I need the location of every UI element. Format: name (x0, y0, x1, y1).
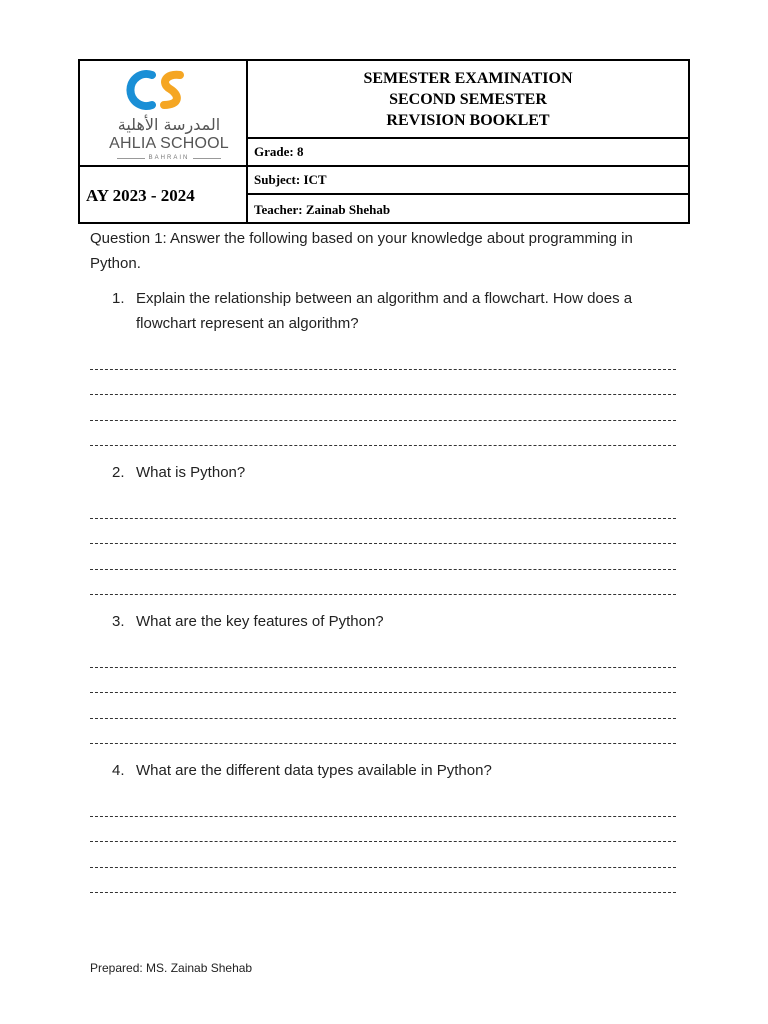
grade-field: Grade: 8 (248, 139, 688, 167)
answer-line[interactable] (90, 421, 676, 447)
answer-line[interactable] (90, 668, 676, 694)
answer-line[interactable] (90, 370, 676, 396)
logo-cell (80, 61, 248, 167)
answer-line[interactable] (90, 817, 676, 843)
question-section (90, 226, 680, 907)
question-block (90, 758, 680, 893)
question-text: What is Python? (136, 464, 246, 481)
answer-line[interactable] (90, 344, 676, 370)
answer-line[interactable] (90, 570, 676, 596)
academic-year: AY 2023 - 2024 (80, 167, 248, 224)
school-name-arabic: المدرسة الأهلية (117, 115, 221, 134)
title-line-3: REVISION BOOKLET (386, 111, 550, 129)
question-text: Explain the relationship between an algorithm and a flowchart. How does a flowchart represent an algorithm? (136, 290, 633, 332)
question-block (90, 286, 680, 446)
answer-line[interactable] (90, 395, 676, 421)
question-item (112, 286, 680, 336)
question-block (90, 609, 680, 744)
title-line-2: SECOND SEMESTER (389, 90, 547, 108)
school-country (108, 154, 230, 162)
prepared-by: Prepared: MS. Zainab Shehab (90, 961, 253, 975)
exam-header-table (78, 59, 690, 224)
title-line-1: SEMESTER EXAMINATION (363, 69, 573, 87)
answer-line[interactable] (90, 693, 676, 719)
question-block (90, 460, 680, 595)
answer-lines (90, 493, 680, 595)
question-text: What are the key features of Python? (136, 613, 384, 630)
question-item (112, 460, 680, 485)
answer-line[interactable] (90, 642, 676, 668)
answer-lines (90, 791, 680, 893)
question-intro: Question 1: Answer the following based on your knowledge about programming in Python. (90, 230, 633, 272)
school-name: AHLIA SCHOOL (109, 135, 229, 152)
divider (117, 158, 145, 159)
answer-lines (90, 642, 680, 744)
answer-lines (90, 344, 680, 446)
ahlia-logo-icon (108, 65, 230, 115)
answer-line[interactable] (90, 842, 676, 868)
subject-field: Subject: ICT (248, 167, 688, 195)
country-label: BAHRAIN (148, 155, 190, 161)
divider (193, 158, 221, 159)
question-number: 1. (112, 290, 125, 307)
answer-line[interactable] (90, 519, 676, 545)
answer-line[interactable] (90, 791, 676, 817)
question-item (112, 609, 680, 634)
answer-line[interactable] (90, 544, 676, 570)
question-number: 2. (112, 464, 125, 481)
question-item (112, 758, 680, 783)
answer-line[interactable] (90, 493, 676, 519)
question-number: 3. (112, 613, 125, 630)
exam-title (248, 61, 688, 139)
school-logo (108, 65, 230, 163)
question-text: What are the different data types available in Python? (136, 762, 492, 779)
question-number: 4. (112, 762, 125, 779)
teacher-field: Teacher: Zainab Shehab (254, 201, 391, 217)
answer-line[interactable] (90, 868, 676, 894)
answer-line[interactable] (90, 719, 676, 745)
